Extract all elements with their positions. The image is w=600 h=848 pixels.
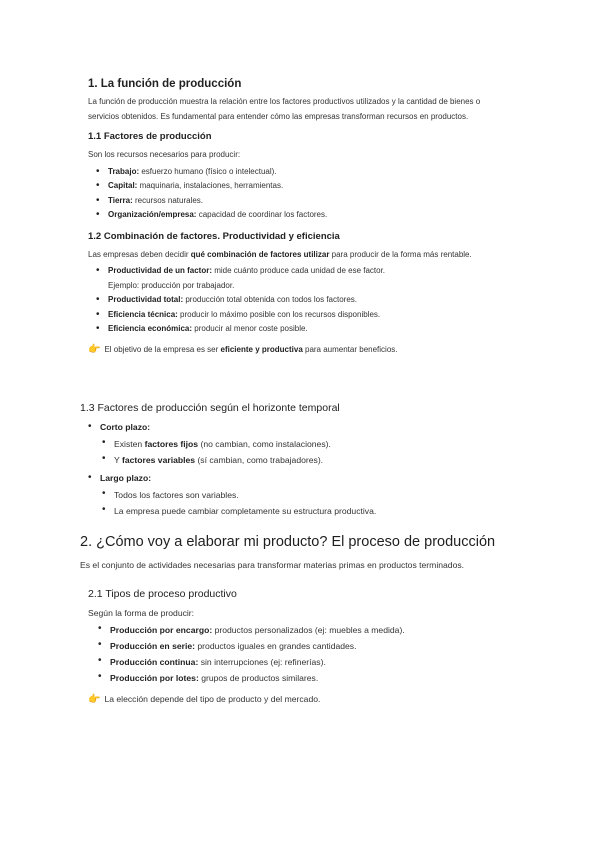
list-item-long-term: • Largo plazo: • Todos los factores son variables. • La empresa puede cambiar completamente su estructura productiva. bbox=[100, 471, 550, 519]
section-1-intro: La función de producción muestra la relación entre los factores productivos utilizados y la cantidad de bienes o servicios obtenidos. Es fundamental para entender cómo las empresas transforman recursos en productos. bbox=[88, 97, 481, 121]
list-item: • Capital: maquinaria, instalaciones, herramientas. bbox=[108, 179, 508, 194]
section-1-2-title: 1.2 Combinación de factores. Productividad y eficiencia bbox=[88, 230, 340, 242]
combination-intro: Las empresas deben decidir qué combinación de factores utilizar para producir de la forma más rentable. bbox=[88, 249, 472, 259]
factors-intro: Son los recursos necesarios para producir: bbox=[88, 150, 241, 159]
list-item: • Y factores variables (sí cambian, como trabajadores). bbox=[114, 452, 550, 468]
section-1-title: 1. La función de producción bbox=[88, 78, 242, 90]
long-term-list bbox=[100, 487, 550, 519]
section-produccion-function bbox=[88, 78, 508, 357]
list-item: • Existen factores fijos (no cambian, como instalaciones). bbox=[114, 436, 550, 452]
section-1-3-title: 1.3 Factores de producción según el horizonte temporal bbox=[80, 402, 340, 414]
pointing-hand-icon: 👉 bbox=[88, 694, 101, 705]
list-item-short-term: • Corto plazo: • Existen factores fijos (no cambian, como instalaciones). • Y factores variables (sí cambian, como trabajadores). bbox=[100, 420, 550, 468]
horizon-list bbox=[80, 420, 550, 519]
list-item: • Eficiencia económica: producir al menor coste posible. bbox=[108, 322, 508, 337]
section-2-title: 2. ¿Cómo voy a elaborar mi producto? El proceso de producción bbox=[80, 534, 496, 550]
section-1-1-title: 1.1 Factores de producción bbox=[88, 131, 212, 142]
list-item: • Trabajo: esfuerzo humano (físico o intelectual). bbox=[108, 165, 508, 180]
objective-note: 👉 El objetivo de la empresa es ser eficiente y productiva para aumentar beneficios. bbox=[88, 343, 398, 355]
list-item: • Eficiencia técnica: producir lo máximo posible con los recursos disponibles. bbox=[108, 308, 508, 323]
list-item: • La empresa puede cambiar completamente su estructura productiva. bbox=[114, 503, 550, 519]
list-item: • Todos los factores son variables. bbox=[114, 487, 550, 503]
section-2-1-title: 2.1 Tipos de proceso productivo bbox=[88, 588, 237, 600]
list-item: • Productividad de un factor: mide cuánto produce cada unidad de ese factor. Ejemplo: producción por trabajador. bbox=[108, 264, 508, 293]
list-item: • Productividad total: producción total obtenida con todos los factores. bbox=[108, 293, 508, 308]
section-2-intro: Es el conjunto de actividades necesarias para transformar materias primas en productos terminados. bbox=[80, 560, 465, 570]
list-item: • Producción continua: sin interrupciones (ej: refinerías). bbox=[110, 654, 550, 670]
short-term-list bbox=[100, 436, 550, 468]
section-time-horizon bbox=[80, 402, 550, 525]
list-item: • Producción en serie: productos iguales en grandes cantidades. bbox=[110, 638, 550, 654]
productivity-list bbox=[88, 264, 508, 337]
list-item: • Organización/empresa: capacidad de coordinar los factores. bbox=[108, 208, 508, 223]
pointing-hand-icon: 👉 bbox=[88, 343, 101, 355]
list-item: • Producción por encargo: productos personalizados (ej: muebles a medida). bbox=[110, 622, 550, 638]
choice-note: 👉 La elección depende del tipo de producto y del mercado. bbox=[88, 694, 321, 705]
section-production-process bbox=[80, 534, 550, 707]
types-intro: Según la forma de producir: bbox=[88, 608, 195, 618]
process-types-list bbox=[88, 622, 550, 686]
list-item: • Tierra: recursos naturales. bbox=[108, 194, 508, 209]
factors-list bbox=[88, 165, 508, 223]
list-item: • Producción por lotes: grupos de productos similares. bbox=[110, 670, 550, 686]
